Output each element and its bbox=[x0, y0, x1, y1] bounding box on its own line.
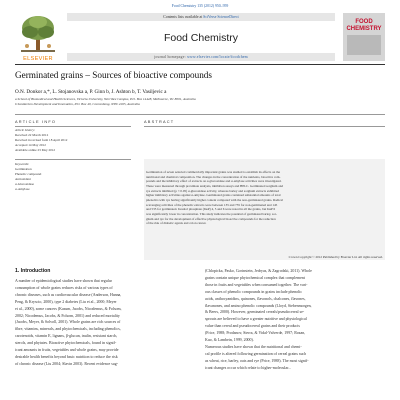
contents-line bbox=[67, 13, 335, 21]
body-column-right bbox=[205, 268, 385, 372]
cover-title-line2: CHEMISTRY bbox=[346, 25, 382, 32]
body-line: A number of epidemiological studies have shown that regular bbox=[15, 278, 112, 283]
citation-line: Food Chemistry 135 (2012) 950–959 bbox=[171, 4, 229, 8]
affiliation-b: b Sanitarium Development and Innovation, P.O. Box 40, Cooranbong, NSW 2265, Australia bbox=[15, 102, 140, 107]
abstract-line: nutritional and chemical composition. The changes in the concentration of the nutrients, bioactive com- bbox=[146, 174, 281, 179]
affiliation-a: a School of Biomedical and Health Sciences, Victoria University, Werribee Campus, P.O. Box 14428, Melbourne, Vic 8001, Australia bbox=[15, 97, 196, 101]
article-title: Germinated grains – Sources of bioactive compounds bbox=[15, 70, 212, 80]
body-column-left bbox=[15, 278, 195, 368]
homepage-line bbox=[67, 53, 335, 61]
body-line: desirable health benefits beyond basic nutrition to reduce the risk bbox=[15, 353, 118, 359]
keyword-item: α-Amylase bbox=[15, 187, 30, 191]
body-line: acids, anthocyanidins, quinones, flavonols, chalcones, flavones, bbox=[205, 295, 306, 301]
cover-title-line1: FOOD bbox=[355, 19, 373, 25]
keyword-item: α-Glucosidase bbox=[15, 182, 34, 186]
journal-cover-thumbnail[interactable] bbox=[343, 13, 385, 61]
homepage-prefix: journal homepage: bbox=[154, 55, 188, 59]
body-line: sterols, and phytates. Bioactive phytochemicals, found in signif- bbox=[15, 340, 117, 346]
abstract-line: and 535 for germinated. Inositol phosphate (InsP) 4, 5 and 6 were noted in all the grains, but InsP 6 bbox=[146, 207, 276, 212]
body-line: of chronic disease (Liu 2004; Slavin 2003). Recent evidence sug- bbox=[15, 360, 119, 366]
abstract-line: pounds and the inhibitory effect of extracts on α-glucosidase and α-amylase activities were investigated. bbox=[146, 179, 282, 184]
body-line: carotenoids, vitamin E, lignans, β-glucan, inulin, resistant starch, bbox=[15, 333, 118, 339]
abstract-line: These were measured through proximate analysis, inhibition assays and HPLC. Germinated sorghum and bbox=[146, 183, 283, 188]
history-online: Available online 23 May 2012 bbox=[15, 148, 56, 152]
abstract-line: scavenging activities of the phenolic extracts were between 135 and 735 for non-germinated and 145 bbox=[146, 202, 278, 207]
body-line: & Beers, 2000). However, germinated cereals/pseudocereal se- bbox=[205, 309, 305, 315]
keywords-list bbox=[15, 162, 131, 192]
abstract-line: rye extracts inhibited (p < 0.05) α-glucosidase activity, whereas barley and sorghum extracts exhibited bbox=[146, 188, 279, 193]
keyword-item: Antioxidant bbox=[15, 177, 31, 181]
elsevier-logo[interactable] bbox=[15, 13, 61, 61]
header-rule bbox=[15, 64, 385, 65]
keywords-rule bbox=[15, 159, 131, 160]
contents-prefix: Contents lists available at bbox=[163, 15, 204, 19]
body-line: (Chlopicka, Pasko, Gorinstein, Jedryas, & Zagrodzki, 2011). Whole bbox=[205, 268, 312, 273]
body-line: fibre, vitamins, minerals, and phytochemicals, including phenolics, bbox=[15, 326, 121, 332]
body-line: Peng, & Kryscio, 2000), type 2 diabetes (Liu et al., 2000; Meyer bbox=[15, 298, 117, 304]
publisher-logo-label: ELSEVIER bbox=[23, 56, 53, 62]
introduction-heading: 1. Introduction bbox=[15, 268, 51, 274]
history-revised: Received in revised form 18 April 2012 bbox=[15, 138, 68, 142]
history-accepted: Accepted 14 May 2012 bbox=[15, 143, 46, 147]
journal-banner bbox=[67, 13, 335, 61]
elsevier-tree-icon bbox=[15, 13, 61, 54]
body-line: 2002; Nicodemus, Jacobs, & Folsom, 2001) and reduced mortality bbox=[15, 312, 120, 318]
body-line: (Frice, 1988; Prodanov, Sierra, & Vidal-Valverde, 1997; Rozan, bbox=[205, 330, 306, 336]
abstract-line: was significantly lower in concentration. This study indicates the potential of germinated barley, sor- bbox=[146, 211, 277, 216]
keyword-item: Phenolic compound bbox=[15, 172, 42, 176]
journal-homepage-link[interactable]: www.elsevier.com/locate/foodchem bbox=[187, 55, 248, 59]
body-line: value than cereal and pseudocereal grains and their products bbox=[205, 323, 300, 329]
abstract-line: phenolics with rye having significantly higher content compared with the non-germinated grains. Radical bbox=[146, 197, 283, 202]
article-info-rule bbox=[15, 126, 131, 127]
abstract-rule bbox=[144, 126, 385, 127]
abstract-line: of the risk of diabetic agents and colon cancer. bbox=[146, 221, 207, 226]
body-line: et al., 2000), some cancers (Kasum, Jacobs, Nicodemus, & Folsom, bbox=[15, 305, 122, 311]
abstract-heading: ABSTRACT bbox=[144, 119, 175, 124]
keywords-label: Keywords: bbox=[15, 162, 30, 166]
author-list[interactable]: O.N. Donkor a,*, L. Stojanovska a, P. Ginn b, J. Ashton b, T. Vasiljevic a bbox=[15, 89, 167, 95]
affiliations bbox=[15, 97, 385, 107]
article-history bbox=[15, 128, 131, 153]
body-line: those in fruits and vegetables when consumed together. The vari- bbox=[205, 281, 308, 287]
body-line: consumption of whole grains reduces risks of various types of bbox=[15, 284, 113, 290]
body-line: ous classes of phenolic compounds in grains include phenolic bbox=[205, 288, 303, 294]
body-line: (Jacobs, Meyer, & Solvoll, 2001). Whole grains are rich sources of bbox=[15, 319, 121, 325]
body-line: icant amounts in fruits, vegetables and whole grains, may provide bbox=[15, 347, 119, 353]
article-info-heading: ARTICLE INFO bbox=[15, 119, 57, 124]
history-label: Article history: bbox=[15, 128, 36, 132]
abstract-line: ghum and rye for the development of effective physiological bioactive compounds for the reduction bbox=[146, 216, 276, 221]
keyword-item: Germination bbox=[15, 167, 32, 171]
body-line: cal profile is altered following germination of cereal grains such bbox=[205, 350, 307, 356]
abstract-line: Germination of seven selected commercially important grains was studied to establish its effects on the bbox=[146, 170, 281, 174]
journal-header bbox=[15, 13, 385, 62]
history-received: Received 22 March 2012 bbox=[15, 133, 49, 137]
body-line: icant changes occur which relate to higher-molecular... bbox=[205, 364, 292, 370]
cover-title bbox=[343, 19, 385, 32]
sciencedirect-link[interactable]: SciVerse ScienceDirect bbox=[203, 15, 239, 19]
body-line: sprouts are believed to have a greater nutritive and physiological bbox=[205, 316, 307, 322]
abstract-copyright: Crown Copyright © 2012 Published by Elsevier Ltd. All rights reserved. bbox=[288, 255, 383, 259]
body-line: flavanones, and amino phenolic compounds (Lloyd, Siebenmorgen, bbox=[205, 302, 312, 308]
body-line: grains contain unique phytochemical complex that complement bbox=[205, 274, 305, 280]
journal-title: Food Chemistry bbox=[163, 32, 239, 44]
abstract-body bbox=[146, 170, 383, 226]
body-line: as wheat, rice, barley, oats and rye (Price, 1988). The most signif- bbox=[205, 357, 309, 363]
cover-image-band bbox=[347, 35, 381, 55]
abstract-line: higher inhibitory activities against α-amylase. Germinated grains contained substantial amounts of total bbox=[146, 193, 281, 198]
body-line: Kuo, & Lambein, 1999, 2000). bbox=[205, 337, 254, 343]
affiliations-rule bbox=[15, 114, 385, 115]
body-line: Numerous studies have shown that the nutritional and chemi- bbox=[205, 343, 302, 349]
body-line: chronic diseases, such as cardiovascular disease (Anderson, Hanna, bbox=[15, 291, 122, 297]
